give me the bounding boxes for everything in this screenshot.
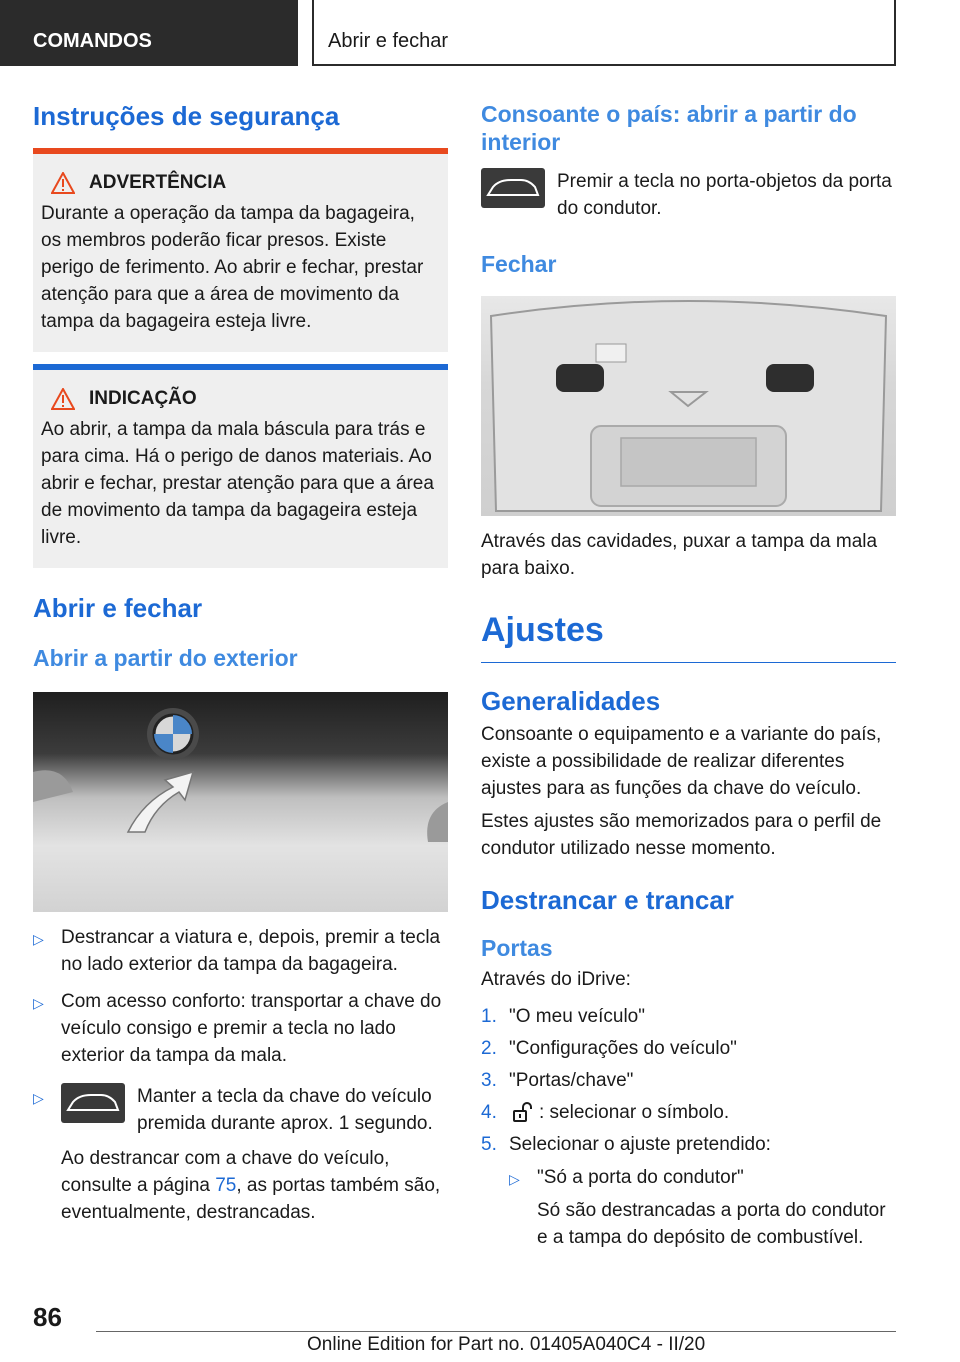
step-number: 4.: [481, 1102, 497, 1123]
header-section: COMANDOS: [0, 0, 298, 66]
sub-option: "Só a porta do condutor": [537, 1167, 744, 1188]
step-text: "Portas/chave": [509, 1070, 634, 1091]
warning-title: ADVERTÊNCIA: [89, 172, 227, 193]
step-text: "Configurações do veículo": [509, 1038, 737, 1059]
note-box: [33, 364, 448, 568]
bullet-triangle-icon: ▷: [33, 1090, 44, 1106]
ajustes-heading: Ajustes: [481, 611, 604, 649]
interior-text: Premir a tecla no porta-objetos da porta do condutor.: [557, 171, 892, 219]
page-number: 86: [33, 1302, 62, 1332]
warning-triangle-icon: [51, 172, 75, 194]
bullet-text: Destrancar a viatura e, depois, premir a tecla no lado exterior da tampa da bagageira.: [61, 927, 441, 975]
car-trunk-button-icon: [481, 168, 545, 208]
list-item: [481, 1099, 896, 1126]
key-bullet-text: Manter a tecla da chave do veículo premida durante aprox. 1 segundo.: [137, 1086, 433, 1134]
unlock-icon: [511, 1101, 533, 1123]
close-text: Através das cavidades, puxar a tampa da mala para baixo.: [481, 531, 878, 579]
general-paragraph-2: Estes ajustes são memorizados para o perfil de condutor utilizado nesse momento.: [481, 811, 882, 859]
note-text: Ao abrir, a tampa da mala báscula para trás e para cima. Há o perigo de danos materiais. Ao abrir e fechar, prestar atenção para que a área de movimento da tampa da bagageira esteja livre.: [41, 419, 434, 548]
close-heading: Fechar: [481, 251, 557, 277]
warning-box: [33, 148, 448, 352]
bullet-triangle-icon: ▷: [33, 931, 44, 947]
step-number: 1.: [481, 1006, 497, 1027]
note-title-row: [41, 388, 440, 410]
step-number: 2.: [481, 1038, 497, 1059]
step-number: 5.: [481, 1134, 497, 1155]
footer-rule: [96, 1331, 896, 1332]
car-trunk-key-icon: [61, 1083, 125, 1123]
open-close-heading: Abrir e fechar: [33, 593, 203, 623]
left-column: [33, 100, 448, 1226]
list-item: [481, 1067, 896, 1094]
trunk-exterior-illustration: [33, 692, 448, 912]
general-heading: Generalidades: [481, 686, 661, 716]
step-text: : selecionar o símbolo.: [539, 1102, 730, 1123]
list-item: [481, 1131, 896, 1158]
step-number: 3.: [481, 1070, 497, 1091]
interior-heading: Consoante o país: abrir a partir do interior: [481, 101, 857, 155]
trunk-exterior-image: [33, 692, 448, 912]
bullet-triangle-icon: ▷: [509, 1171, 520, 1187]
doors-intro: Através do iDrive:: [481, 969, 631, 990]
header-topic: Abrir e fechar: [312, 0, 896, 66]
bullet-text: Com acesso conforto: transportar a chave do veículo consigo e premir a tecla no lado exterior da tampa da mala.: [61, 991, 442, 1066]
step-text: "O meu veículo": [509, 1006, 645, 1027]
list-item: [33, 1083, 448, 1226]
list-item: [509, 1164, 896, 1251]
sub-option-text: Só são destrancadas a porta do condutor e a tampa do depósito de combustível.: [537, 1200, 886, 1248]
footer-edition: Online Edition for Part no. 01405A040C4 - II/20: [307, 1334, 706, 1355]
list-item: [481, 1035, 896, 1062]
list-item: [481, 1003, 896, 1030]
bullet-triangle-icon: ▷: [33, 995, 44, 1011]
step-text: Selecionar o ajuste pretendido:: [509, 1134, 771, 1155]
trunk-interior-illustration: [481, 296, 896, 516]
right-column: [481, 100, 896, 1251]
list-item: [33, 924, 448, 978]
general-paragraph-1: Consoante o equipamento e a variante do país, existe a possibilidade de realizar diferentes ajustes para as funções da chave do veículo.: [481, 724, 882, 799]
exterior-heading: Abrir a partir do exterior: [33, 645, 298, 671]
doors-heading: Portas: [481, 935, 553, 961]
warning-text: Durante a operação da tampa da bagageira, os membros poderão ficar presos. Existe perigo de ferimento. Ao abrir e fechar, prestar atenção para que a área de movimento da tampa da bagageira esteja livre.: [41, 203, 424, 332]
warning-triangle-icon: [51, 388, 75, 410]
warning-title-row: [41, 172, 440, 194]
follow-paragraph: Ao destrancar com a chave do veículo, consulte a página 75, as portas também são, eventualmente, destrancadas.: [61, 1148, 441, 1223]
ajustes-rule: [481, 662, 896, 663]
page-link[interactable]: 75: [215, 1175, 237, 1196]
list-item: [33, 988, 448, 1069]
lock-heading: Destrancar e trancar: [481, 885, 734, 915]
trunk-interior-image: [481, 296, 896, 516]
safety-heading: Instruções de segurança: [33, 101, 340, 131]
interior-row: [481, 168, 896, 222]
note-title: INDICAÇÃO: [89, 388, 197, 409]
